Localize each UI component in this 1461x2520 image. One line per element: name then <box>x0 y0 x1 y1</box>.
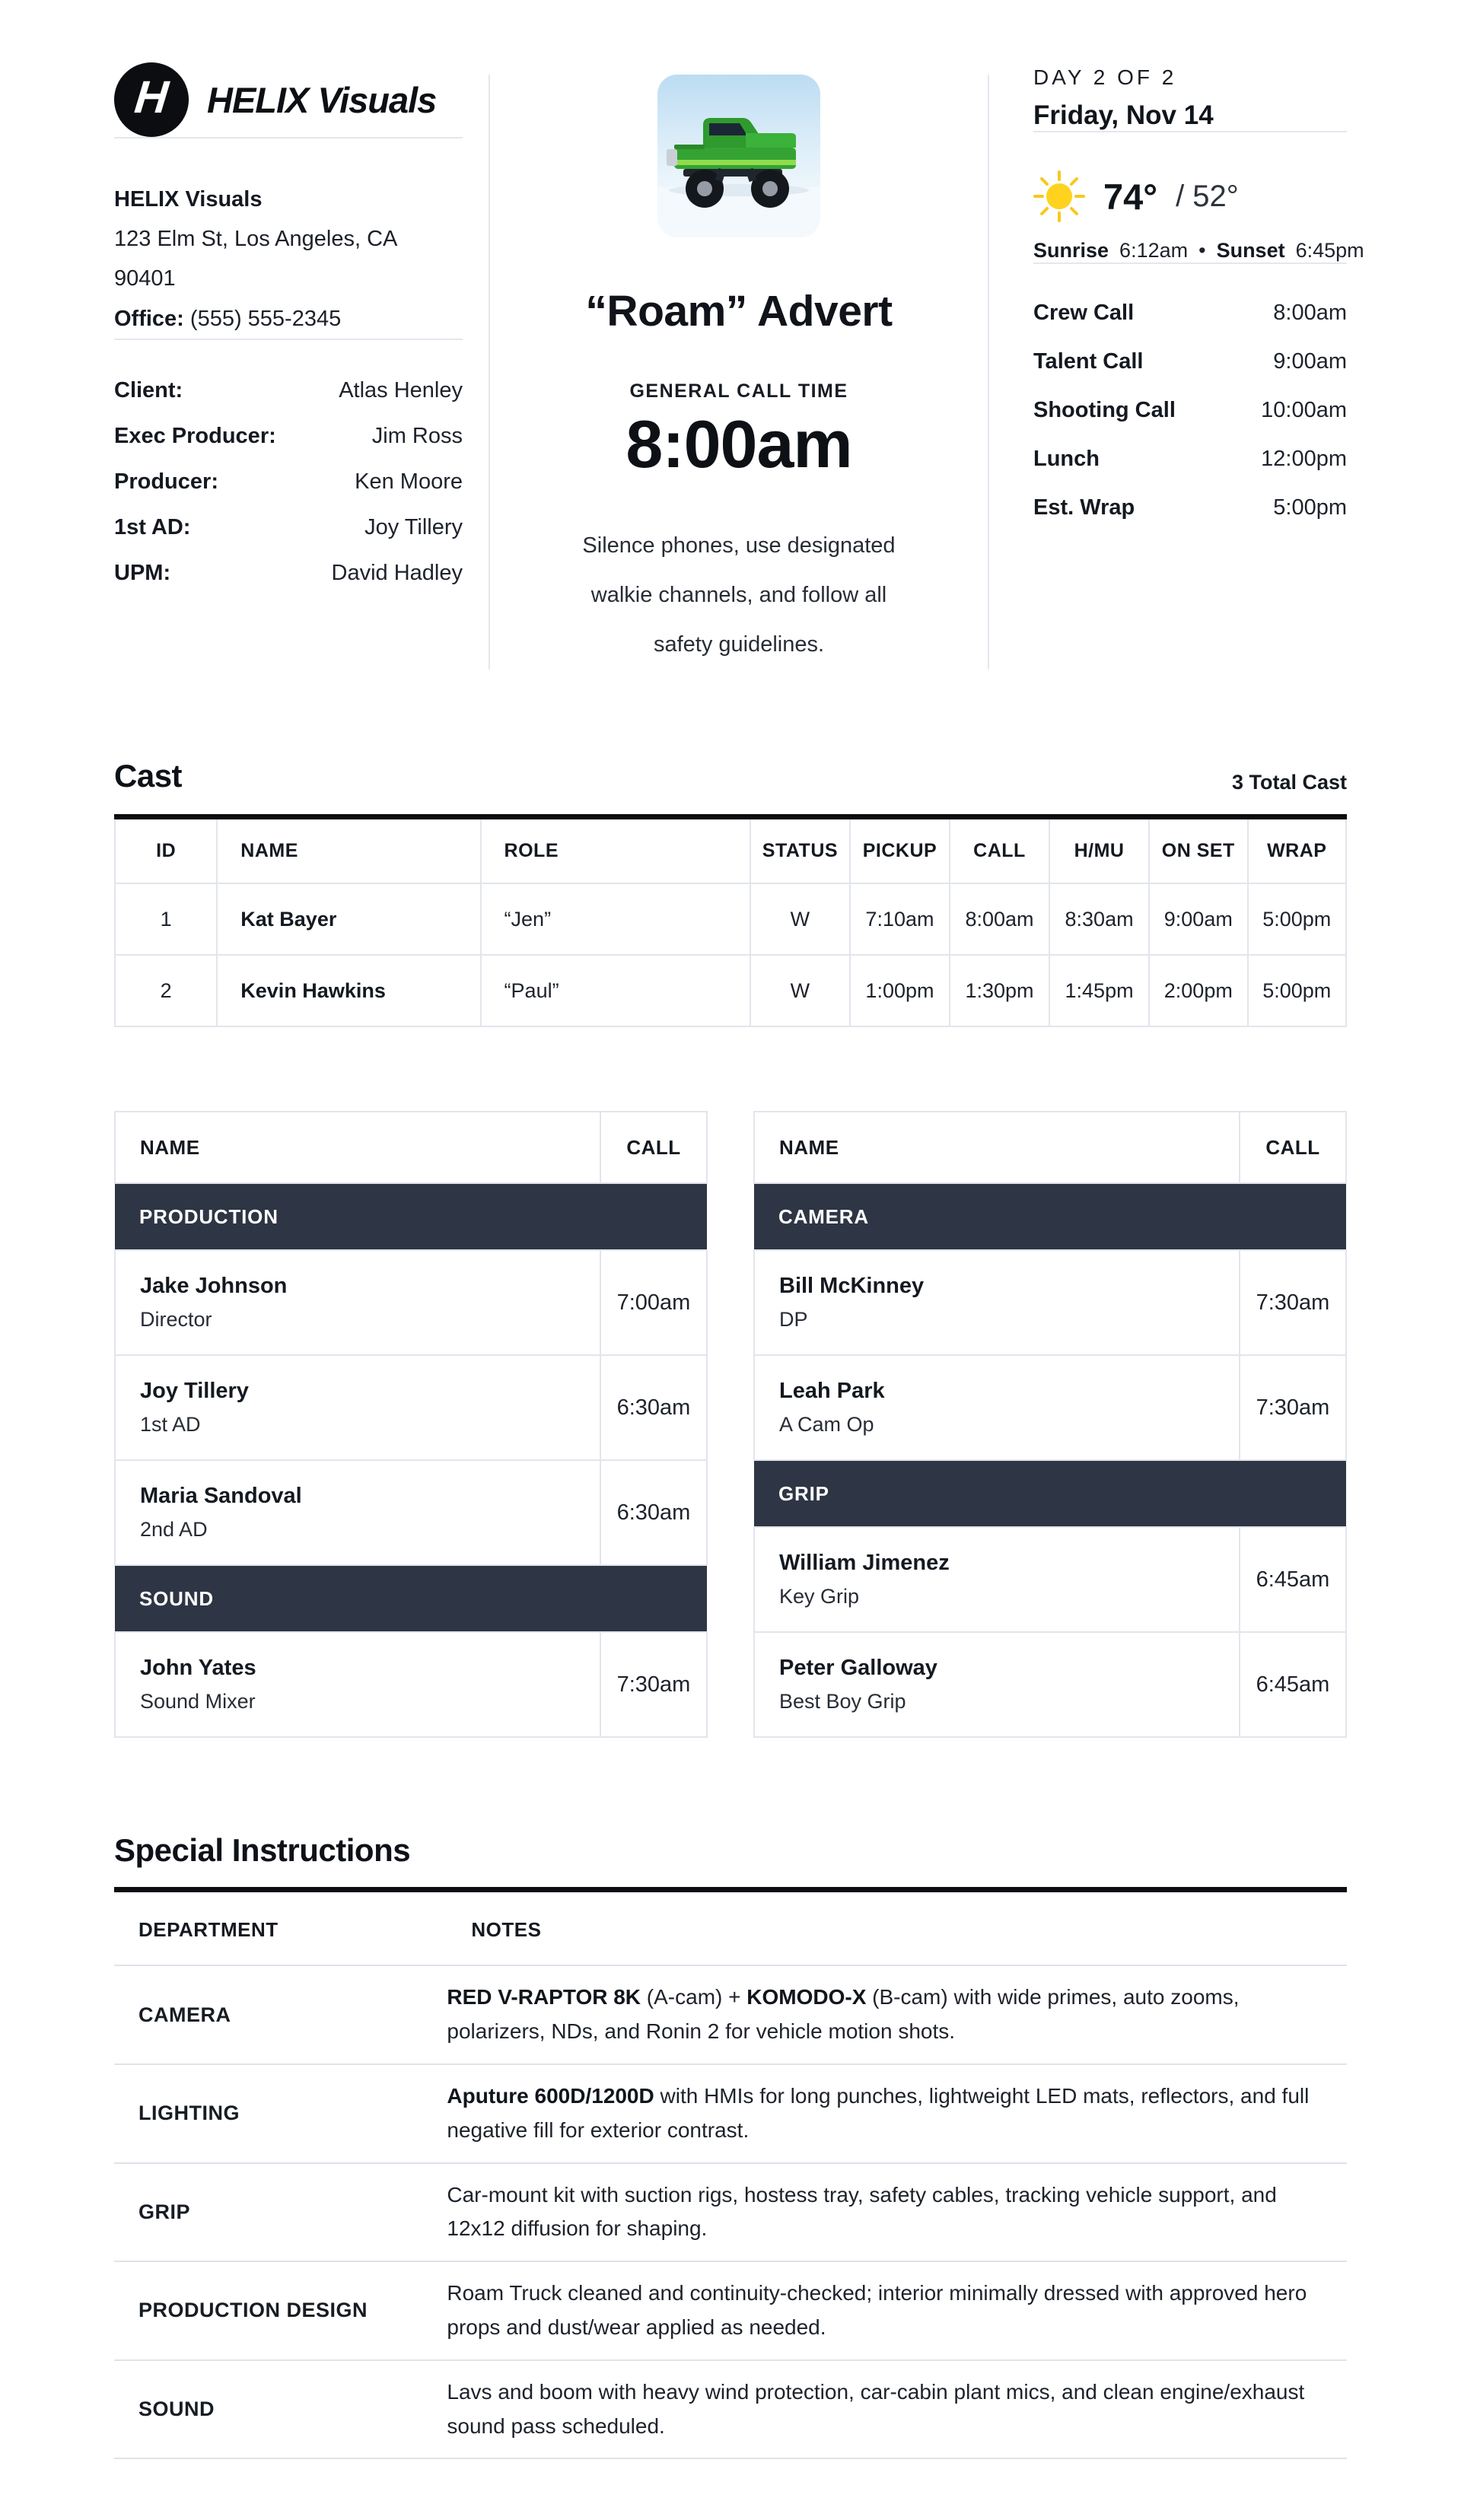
crew-member-role: Sound Mixer <box>140 1690 256 1713</box>
schedule-time: 9:00am <box>1273 349 1347 374</box>
special-notes <box>447 2064 1347 2163</box>
cast-cell: W <box>750 883 850 955</box>
cast-cell: 2:00pm <box>1149 955 1247 1026</box>
cast-cell: 1:45pm <box>1049 955 1149 1026</box>
crew-member-role: 2nd AD <box>140 1518 208 1542</box>
special-header-row <box>114 1892 1347 1965</box>
schedule-list <box>1033 301 1347 520</box>
crew-member-call: 7:30am <box>600 1632 707 1737</box>
cast-cell: 1:30pm <box>950 955 1049 1026</box>
crew-member-name: Jake Johnson <box>140 1274 288 1299</box>
special-instructions-table <box>114 1892 1347 2459</box>
cast-cell: Kat Bayer <box>217 883 480 955</box>
schedule-time: 12:00pm <box>1261 447 1347 471</box>
cast-header-row <box>115 816 1346 883</box>
crew-member-row <box>754 1250 1346 1355</box>
note-bold-segment: Aputure 600D/1200D <box>447 2083 654 2108</box>
special-department: CAMERA <box>114 1965 447 2064</box>
schedule-label: Est. Wrap <box>1033 495 1135 520</box>
crew-name-header: NAME <box>754 1112 1240 1183</box>
divider <box>1033 262 1347 264</box>
sunset-label: Sunset <box>1216 239 1285 262</box>
header-production-column <box>489 75 989 670</box>
cast-column-header: H/MU <box>1049 816 1149 883</box>
cast-cell: 1 <box>115 883 217 955</box>
schedule-time: 8:00am <box>1273 301 1347 325</box>
crew-member-role: A Cam Op <box>779 1413 874 1437</box>
special-row <box>114 2261 1347 2360</box>
cast-cell: W <box>750 955 850 1026</box>
contact-row <box>114 561 463 586</box>
contact-value: David Hadley <box>331 560 463 585</box>
divider <box>114 339 463 340</box>
crew-group-label: CAMERA <box>754 1183 1346 1250</box>
heading-rule <box>114 1887 1347 1892</box>
note-segment: Car-mount kit with suction rigs, hostess tray, safety cables, tracking vehicle support, and 12x12 diffusion for shaping. <box>447 2182 1277 2241</box>
crew-section <box>114 1111 1347 1738</box>
crew-member-name-cell <box>754 1527 1240 1632</box>
special-row <box>114 1965 1347 2064</box>
sunrise-time: 6:12am <box>1119 239 1189 262</box>
crew-call-header: CALL <box>1240 1112 1346 1183</box>
cast-row <box>115 955 1346 1026</box>
crew-member-call: 6:45am <box>1240 1632 1346 1737</box>
crew-member-row <box>754 1355 1346 1460</box>
cast-column-header: CALL <box>950 816 1049 883</box>
special-department: LIGHTING <box>114 2064 447 2163</box>
contact-value: Joy Tillery <box>364 514 463 539</box>
note-segment: with HMIs for long punches, lightweight LED mats, reflectors, and full negative fill for exterior contrast. <box>447 2083 1310 2142</box>
weather-row <box>1033 170 1347 222</box>
contact-value: Atlas Henley <box>339 377 463 402</box>
cast-body <box>115 883 1346 1026</box>
special-body <box>114 1965 1347 2458</box>
production-title: “Roam” Advert <box>585 287 893 336</box>
crew-group-band <box>115 1183 707 1250</box>
cast-column-header: WRAP <box>1248 816 1346 883</box>
crew-member-row <box>115 1632 707 1737</box>
special-department: SOUND <box>114 2360 447 2459</box>
notes-header: NOTES <box>447 1892 1347 1965</box>
contact-label: Exec Producer: <box>114 423 276 448</box>
helix-logo-icon <box>114 62 189 137</box>
brand-row <box>114 62 463 137</box>
cast-cell: Kevin Hawkins <box>217 955 480 1026</box>
brand-wordmark: HELIX Visuals <box>207 79 437 120</box>
schedule-row <box>1033 398 1347 423</box>
crew-member-role: Best Boy Grip <box>779 1690 906 1713</box>
cast-column-header: PICKUP <box>850 816 950 883</box>
shoot-date: Friday, Nov 14 <box>1033 100 1214 130</box>
cast-section <box>114 758 1347 1028</box>
schedule-row <box>1033 447 1347 472</box>
schedule-time: 10:00am <box>1261 398 1347 422</box>
special-row <box>114 2064 1347 2163</box>
crew-member-name: Leah Park <box>779 1379 885 1404</box>
cast-column-header: ID <box>115 816 217 883</box>
crew-member-name-cell <box>754 1355 1240 1460</box>
special-instructions-section <box>114 1832 1347 2459</box>
cast-section-head <box>114 758 1347 794</box>
crew-member-name: William Jimenez <box>779 1551 950 1576</box>
crew-member-call: 7:00am <box>600 1250 707 1355</box>
crew-member-call: 6:45am <box>1240 1527 1346 1632</box>
cast-cell: 7:10am <box>850 883 950 955</box>
note-segment: Lavs and boom with heavy wind protection, car-cabin plant mics, and clean engine/exhaust sound pass scheduled. <box>447 2379 1305 2438</box>
cast-cell: 5:00pm <box>1248 883 1346 955</box>
special-department: GRIP <box>114 2163 447 2262</box>
crew-member-name-cell <box>115 1460 600 1565</box>
safety-note: Silence phones, use designated walkie channels, and follow all safety guidelines. <box>582 533 896 657</box>
special-notes <box>447 2261 1347 2360</box>
crew-member-row <box>754 1527 1346 1632</box>
contact-label: Client: <box>114 377 183 402</box>
crew-member-role: Director <box>140 1308 212 1332</box>
sun-times <box>1033 239 1364 262</box>
contact-row <box>114 469 463 495</box>
crew-right-body <box>754 1183 1346 1737</box>
crew-call-header: CALL <box>600 1112 707 1183</box>
crew-member-name-cell <box>115 1355 600 1460</box>
crew-group-band <box>754 1183 1346 1250</box>
cast-cell: 1:00pm <box>850 955 950 1026</box>
contact-label: Producer: <box>114 469 218 494</box>
cast-column-header: NAME <box>217 816 480 883</box>
cast-cell: “Paul” <box>481 955 750 1026</box>
header-day-column <box>989 43 1364 670</box>
note-segment: (A-cam) + <box>641 1985 747 2009</box>
schedule-label: Lunch <box>1033 447 1100 471</box>
contact-row <box>114 424 463 449</box>
cast-cell: 2 <box>115 955 217 1026</box>
note-bold-segment: RED V-RAPTOR 8K <box>447 1985 641 2009</box>
company-name: HELIX Visuals <box>114 187 263 212</box>
crew-member-name-cell <box>115 1250 600 1355</box>
cast-column-header: ROLE <box>481 816 750 883</box>
crew-member-row <box>754 1632 1346 1737</box>
general-call-time: 8:00am <box>625 406 852 482</box>
schedule-row <box>1033 495 1347 520</box>
special-notes <box>447 2163 1347 2262</box>
crew-member-role: DP <box>779 1308 808 1332</box>
header-company-column <box>114 43 489 670</box>
crew-group-band <box>115 1565 707 1632</box>
special-department: PRODUCTION DESIGN <box>114 2261 447 2360</box>
office-phone: (555) 555-2345 <box>189 306 342 331</box>
crew-member-row <box>115 1460 707 1565</box>
special-instructions-title: Special Instructions <box>114 1832 411 1869</box>
truck-photo <box>657 75 820 237</box>
crew-member-row <box>115 1355 707 1460</box>
crew-member-call: 6:30am <box>600 1460 707 1565</box>
cast-cell: “Jen” <box>481 883 750 955</box>
crew-member-row <box>115 1250 707 1355</box>
department-header: DEPARTMENT <box>114 1892 447 1965</box>
crew-member-call: 7:30am <box>1240 1250 1346 1355</box>
cast-cell: 9:00am <box>1149 883 1247 955</box>
crew-left-body <box>115 1183 707 1737</box>
cast-row <box>115 883 1346 955</box>
cast-cell: 8:00am <box>950 883 1049 955</box>
general-call-time-label: GENERAL CALL TIME <box>629 380 848 402</box>
schedule-label: Crew Call <box>1033 301 1135 325</box>
cast-title: Cast <box>114 757 183 794</box>
special-row <box>114 2163 1347 2262</box>
crew-member-name-cell <box>754 1250 1240 1355</box>
crew-name-header: NAME <box>115 1112 600 1183</box>
cast-table <box>114 814 1347 1028</box>
sunset-time: 6:45pm <box>1295 239 1364 262</box>
schedule-row <box>1033 301 1347 326</box>
logo-letter: H <box>132 72 171 123</box>
cast-column-header: ON SET <box>1149 816 1247 883</box>
temp-low: / 52° <box>1176 179 1239 213</box>
company-address: 123 Elm St, Los Angeles, CA 90401 <box>114 227 396 291</box>
cast-column-header: STATUS <box>750 816 850 883</box>
company-office-line <box>114 299 463 339</box>
contact-label: UPM: <box>114 560 171 585</box>
crew-table-right <box>753 1111 1347 1738</box>
company-info <box>114 180 463 339</box>
day-count-label: DAY 2 OF 2 <box>1033 65 1177 89</box>
crew-table-left <box>114 1111 708 1738</box>
sunrise-label: Sunrise <box>1033 239 1109 262</box>
crew-member-call: 6:30am <box>600 1355 707 1460</box>
crew-group-label: GRIP <box>754 1460 1346 1527</box>
dot-separator: • <box>1198 239 1206 262</box>
note-segment: Roam Truck cleaned and continuity-checked; interior minimally dressed with approved hero props and dust/wear applied as needed. <box>447 2281 1307 2339</box>
cast-cell: 5:00pm <box>1248 955 1346 1026</box>
contacts-list <box>114 378 463 586</box>
contact-label: 1st AD: <box>114 514 191 539</box>
header <box>114 43 1364 670</box>
crew-member-name: Maria Sandoval <box>140 1484 302 1509</box>
crew-group-label: PRODUCTION <box>115 1183 707 1250</box>
crew-group-label: SOUND <box>115 1565 707 1632</box>
office-label: Office: <box>114 306 184 331</box>
schedule-time: 5:00pm <box>1273 495 1347 520</box>
cast-cell: 8:30am <box>1049 883 1149 955</box>
note-bold-segment: KOMODO-X <box>746 1985 867 2009</box>
temp-high: 74° <box>1103 176 1158 217</box>
divider <box>114 137 463 138</box>
schedule-row <box>1033 349 1347 374</box>
contact-row <box>114 378 463 403</box>
crew-member-name-cell <box>754 1632 1240 1737</box>
divider <box>1033 131 1347 132</box>
crew-header-row <box>115 1112 707 1183</box>
schedule-label: Talent Call <box>1033 349 1144 374</box>
sun-icon <box>1033 170 1085 222</box>
special-row <box>114 2360 1347 2459</box>
crew-member-role: 1st AD <box>140 1413 201 1437</box>
crew-member-name: Joy Tillery <box>140 1379 249 1404</box>
crew-member-name-cell <box>115 1632 600 1737</box>
contact-row <box>114 515 463 540</box>
total-cast-badge: 3 Total Cast <box>1231 770 1347 794</box>
special-notes <box>447 1965 1347 2064</box>
contact-value: Ken Moore <box>355 469 463 494</box>
crew-header-row <box>754 1112 1346 1183</box>
contact-value: Jim Ross <box>371 423 463 448</box>
crew-member-name: Bill McKinney <box>779 1274 925 1299</box>
note-segment: (B-cam) with wide primes, auto zooms, polarizers, NDs, and Ronin 2 for vehicle motion shots. <box>447 1985 1240 2044</box>
crew-group-band <box>754 1460 1346 1527</box>
crew-member-name: Peter Galloway <box>779 1656 937 1681</box>
crew-member-name: John Yates <box>140 1656 256 1681</box>
schedule-label: Shooting Call <box>1033 398 1176 422</box>
crew-member-call: 7:30am <box>1240 1355 1346 1460</box>
crew-member-role: Key Grip <box>779 1585 860 1608</box>
special-notes <box>447 2360 1347 2459</box>
